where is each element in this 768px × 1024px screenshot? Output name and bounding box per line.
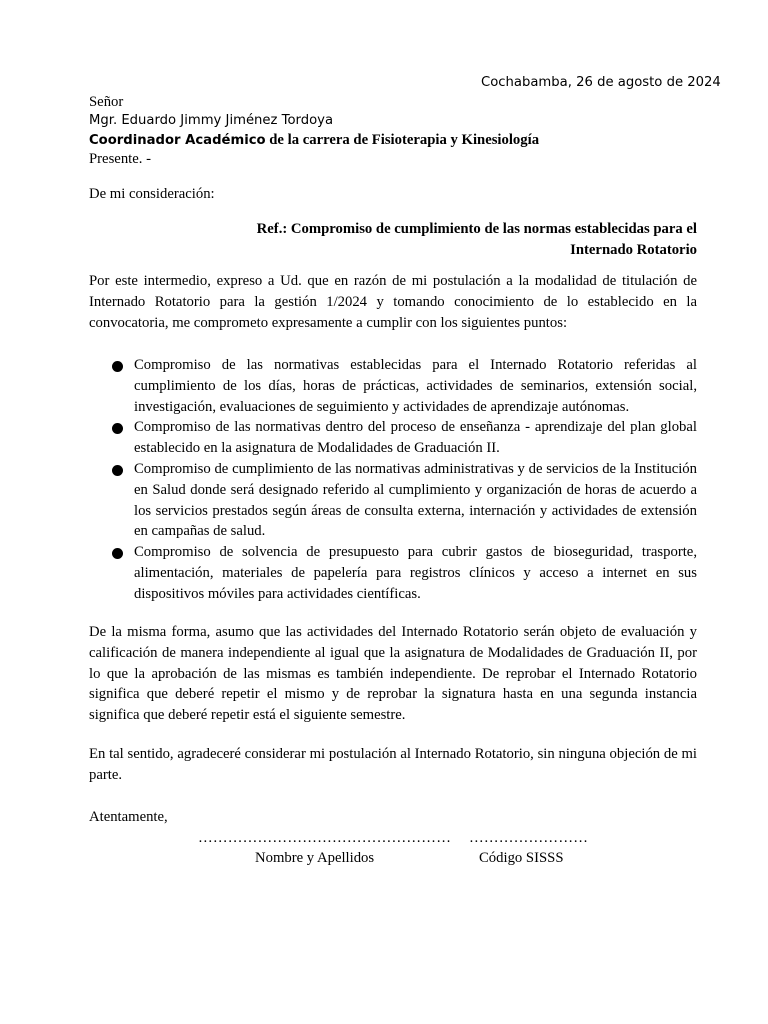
recipient-title-part-b: de la carrera de Fisioterapia y Kinesiología	[265, 132, 540, 148]
signature-label-code: Código SISSS	[479, 850, 564, 866]
list-item-text: Compromiso de cumplimiento de las normativas administrativas y de servicios de la Institución en Salud donde será designado referido al cumplimiento y organización de horas de acuerdo a los servicios prestados según áreas de consulta externa, internación y actividades de extensión en campañas de salud.	[134, 460, 697, 540]
paragraph-intro: Por este intermedio, expreso a Ud. que en razón de mi postulación a la modalidad de titulación de Internado Rotatorio para la gestión 1/2024 y tomando conocimiento de lo establecido en la convocatoria, me comprometo expresamente a cumplir con los siguientes puntos:	[89, 273, 697, 331]
paragraph-conclusion: En tal sentido, agradeceré considerar mi postulación al Internado Rotatorio, sin ninguna objeción de mi parte.	[89, 746, 697, 783]
letter-date: Cochabamba, 26 de agosto de 2024	[481, 75, 721, 90]
recipient-title	[89, 130, 539, 152]
list-item-text: Compromiso de las normativas establecidas para el Internado Rotatorio referidas al cumplimiento de los días, horas de prácticas, actividades de seminarios, extensión social, investigación, evaluaciones de seguimiento y actividades de aprendizaje autónomas.	[134, 357, 697, 415]
bullet-icon	[112, 465, 123, 476]
list-item	[89, 417, 697, 459]
bullet-icon	[112, 423, 123, 434]
greeting: De mi consideración:	[89, 186, 215, 202]
bullet-icon	[112, 361, 123, 372]
commitment-list	[89, 355, 697, 605]
signature-line-code: ……………………	[469, 830, 589, 846]
list-item	[89, 542, 697, 604]
closing: Atentamente,	[89, 809, 168, 825]
paragraph-evaluation: De la misma forma, asumo que las actividades del Internado Rotatorio serán objeto de evaluación y calificación de manera independiente al igual que la asignatura de Modalidades de Graduación II, por lo que la aprobación de las mismas es también independiente. De reprobar el Internado Rotatorio significa que deberé repetir el mismo y de reprobar la signatura hasta en una segunda instancia significa que deberé repetir está el siguiente semestre.	[89, 624, 697, 724]
signature-line-name: ……………………………………………	[198, 830, 452, 846]
list-item	[89, 355, 697, 417]
list-item	[89, 459, 697, 542]
signature-label-name: Nombre y Apellidos	[255, 850, 375, 866]
bullet-icon	[112, 548, 123, 559]
reference-line: Ref.: Compromiso de cumplimiento de las normas establecidas para el Internado Rotatorio	[256, 221, 697, 258]
list-item-text: Compromiso de solvencia de presupuesto para cubrir gastos de bioseguridad, trasporte, alimentación, materiales de papelería para registros clínicos y acceso a internet en sus dispositivos móviles para actividades científicas.	[134, 544, 697, 602]
list-item-text: Compromiso de las normativas dentro del proceso de enseñanza - aprendizaje del plan global establecido en la asignatura de Modalidades de Graduación II.	[134, 419, 697, 457]
presente-line: Presente. -	[89, 151, 151, 167]
recipient-name: Mgr. Eduardo Jimmy Jiménez Tordoya	[89, 113, 334, 128]
recipient-title-part-a: Coordinador Académico	[89, 133, 266, 148]
salutation: Señor	[89, 94, 124, 110]
